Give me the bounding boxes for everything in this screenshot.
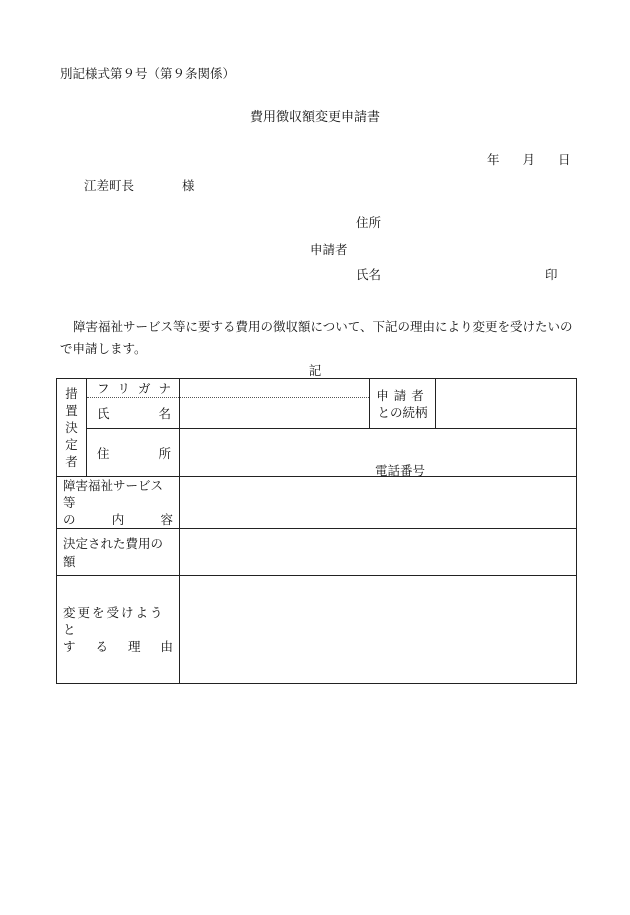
relationship-field[interactable] bbox=[436, 379, 577, 429]
applicant-label: 申請者 bbox=[310, 242, 348, 257]
form-number: 別記様式第９号（第９条関係） bbox=[60, 66, 236, 81]
address-label: 住 所 bbox=[87, 429, 180, 477]
addressee-name: 江差町長 bbox=[84, 178, 135, 193]
address-field[interactable] bbox=[180, 429, 577, 477]
applicant-address-label: 住所 bbox=[356, 215, 382, 230]
document-title: 費用徴収額変更申請書 bbox=[249, 110, 380, 125]
date-line bbox=[487, 150, 571, 168]
year-label: 年 bbox=[487, 152, 500, 167]
ki-heading: 記 bbox=[308, 363, 322, 378]
furigana-field[interactable] bbox=[180, 379, 370, 398]
addressee-honorific: 様 bbox=[182, 178, 195, 193]
relationship-label: 申請者 との続柄 bbox=[370, 379, 436, 429]
day-label: 日 bbox=[558, 152, 571, 167]
addressee bbox=[84, 176, 195, 194]
change-reason-field[interactable] bbox=[180, 576, 577, 684]
applicant-name-label: 氏名 bbox=[356, 267, 382, 282]
seal-mark: 印 bbox=[545, 267, 558, 282]
furigana-label: フ リ ガ ナ bbox=[87, 379, 180, 398]
change-reason-label: 変更を受けようと す る 理 由 bbox=[57, 576, 180, 684]
name-label: 氏 名 bbox=[87, 398, 180, 429]
service-content-label: 障害福祉サービス等 の 内 容 bbox=[57, 477, 180, 529]
body-paragraph: 障害福祉サービス等に要する費用の徴収額について、下記の理由により変更を受けたいので申請します。 bbox=[60, 319, 573, 356]
month-label: 月 bbox=[522, 152, 536, 167]
service-content-field[interactable] bbox=[180, 477, 577, 529]
phone-label: 電話番号 bbox=[375, 463, 426, 478]
decided-fee-label: 決定された費用の額 bbox=[57, 529, 180, 576]
decided-fee-field[interactable] bbox=[180, 529, 577, 576]
name-field[interactable] bbox=[180, 398, 370, 429]
application-table bbox=[56, 378, 577, 684]
measure-recipient-label: 措 置 決 定 者 bbox=[57, 379, 87, 477]
